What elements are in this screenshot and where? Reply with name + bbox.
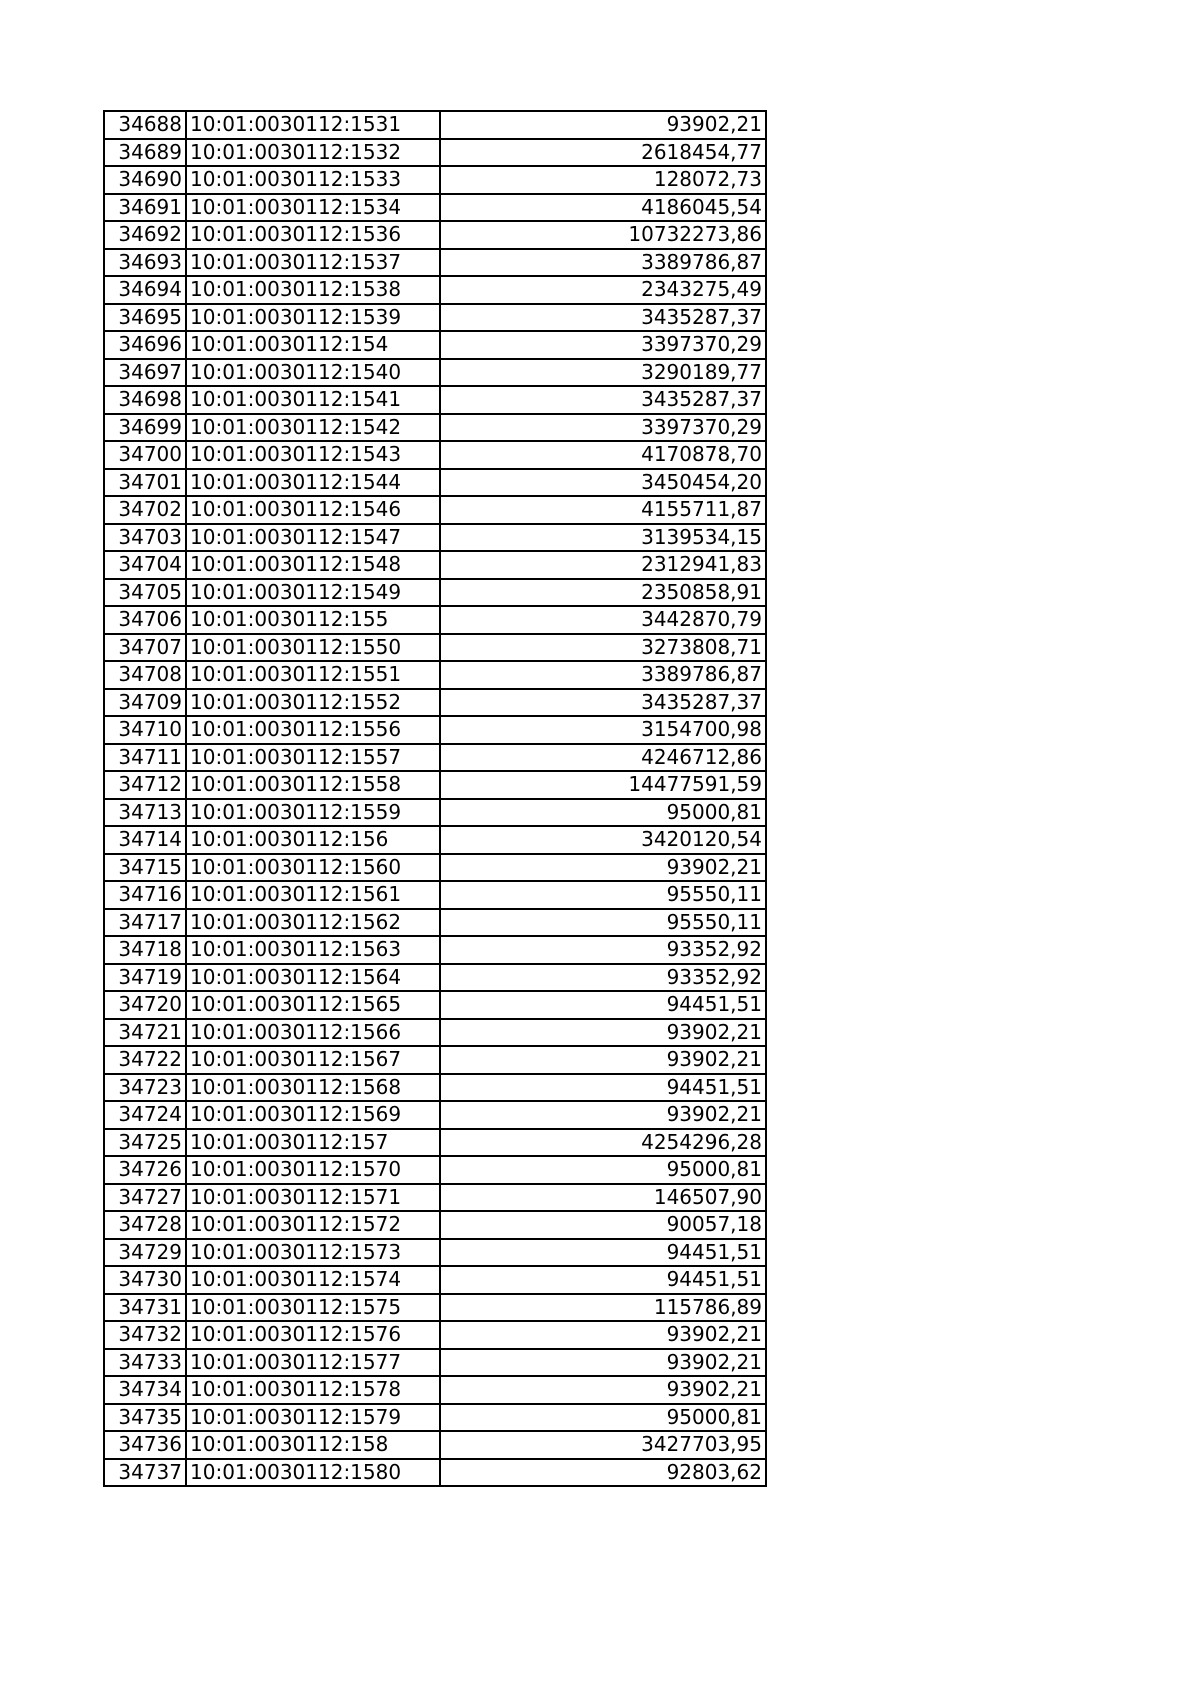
table-row bbox=[104, 469, 766, 497]
cadastral-number-cell: 10:01:0030112:1544 bbox=[186, 469, 440, 497]
cadastral-number-cell: 10:01:0030112:1537 bbox=[186, 249, 440, 277]
table-row bbox=[104, 661, 766, 689]
table-row bbox=[104, 689, 766, 717]
row-number-cell: 34715 bbox=[104, 854, 186, 882]
cadastral-number-cell: 10:01:0030112:1571 bbox=[186, 1184, 440, 1212]
cadastral-number-cell: 10:01:0030112:1559 bbox=[186, 799, 440, 827]
data-table bbox=[103, 110, 767, 1487]
table-row bbox=[104, 194, 766, 222]
row-number-cell: 34699 bbox=[104, 414, 186, 442]
value-cell: 92803,62 bbox=[440, 1459, 766, 1487]
value-cell: 4170878,70 bbox=[440, 441, 766, 469]
cadastral-number-cell: 10:01:0030112:1564 bbox=[186, 964, 440, 992]
row-number-cell: 34714 bbox=[104, 826, 186, 854]
cadastral-number-cell: 10:01:0030112:1551 bbox=[186, 661, 440, 689]
row-number-cell: 34734 bbox=[104, 1376, 186, 1404]
cadastral-number-cell: 10:01:0030112:1533 bbox=[186, 166, 440, 194]
cadastral-number-cell: 10:01:0030112:1580 bbox=[186, 1459, 440, 1487]
cadastral-number-cell: 10:01:0030112:1565 bbox=[186, 991, 440, 1019]
row-number-cell: 34717 bbox=[104, 909, 186, 937]
table-row bbox=[104, 524, 766, 552]
row-number-cell: 34735 bbox=[104, 1404, 186, 1432]
table-row bbox=[104, 1321, 766, 1349]
value-cell: 4155711,87 bbox=[440, 496, 766, 524]
table-row bbox=[104, 1404, 766, 1432]
value-cell: 93902,21 bbox=[440, 1019, 766, 1047]
cadastral-number-cell: 10:01:0030112:1561 bbox=[186, 881, 440, 909]
value-cell: 3397370,29 bbox=[440, 414, 766, 442]
cadastral-number-cell: 10:01:0030112:1575 bbox=[186, 1294, 440, 1322]
value-cell: 3397370,29 bbox=[440, 331, 766, 359]
cadastral-number-cell: 10:01:0030112:1536 bbox=[186, 221, 440, 249]
row-number-cell: 34696 bbox=[104, 331, 186, 359]
cadastral-number-cell: 10:01:0030112:156 bbox=[186, 826, 440, 854]
table-row bbox=[104, 1266, 766, 1294]
row-number-cell: 34729 bbox=[104, 1239, 186, 1267]
cadastral-number-cell: 10:01:0030112:1570 bbox=[186, 1156, 440, 1184]
cadastral-number-cell: 10:01:0030112:1579 bbox=[186, 1404, 440, 1432]
table-row bbox=[104, 249, 766, 277]
table-row bbox=[104, 1294, 766, 1322]
value-cell: 2350858,91 bbox=[440, 579, 766, 607]
row-number-cell: 34716 bbox=[104, 881, 186, 909]
cadastral-number-cell: 10:01:0030112:1574 bbox=[186, 1266, 440, 1294]
cadastral-number-cell: 10:01:0030112:1542 bbox=[186, 414, 440, 442]
value-cell: 95550,11 bbox=[440, 909, 766, 937]
table-row bbox=[104, 441, 766, 469]
table-row bbox=[104, 991, 766, 1019]
table-row bbox=[104, 221, 766, 249]
table-row bbox=[104, 1349, 766, 1377]
row-number-cell: 34720 bbox=[104, 991, 186, 1019]
table-row bbox=[104, 1239, 766, 1267]
value-cell: 3290189,77 bbox=[440, 359, 766, 387]
cadastral-number-cell: 10:01:0030112:1557 bbox=[186, 744, 440, 772]
table-row bbox=[104, 111, 766, 139]
table-row bbox=[104, 551, 766, 579]
row-number-cell: 34688 bbox=[104, 111, 186, 139]
table-body bbox=[104, 111, 766, 1486]
table-row bbox=[104, 1459, 766, 1487]
row-number-cell: 34730 bbox=[104, 1266, 186, 1294]
row-number-cell: 34711 bbox=[104, 744, 186, 772]
table-row bbox=[104, 826, 766, 854]
table-row bbox=[104, 1129, 766, 1157]
row-number-cell: 34713 bbox=[104, 799, 186, 827]
table-row bbox=[104, 1431, 766, 1459]
cadastral-number-cell: 10:01:0030112:1546 bbox=[186, 496, 440, 524]
value-cell: 95000,81 bbox=[440, 1404, 766, 1432]
cadastral-number-cell: 10:01:0030112:1538 bbox=[186, 276, 440, 304]
value-cell: 3389786,87 bbox=[440, 249, 766, 277]
row-number-cell: 34726 bbox=[104, 1156, 186, 1184]
cadastral-number-cell: 10:01:0030112:1568 bbox=[186, 1074, 440, 1102]
row-number-cell: 34727 bbox=[104, 1184, 186, 1212]
cadastral-number-cell: 10:01:0030112:1562 bbox=[186, 909, 440, 937]
value-cell: 115786,89 bbox=[440, 1294, 766, 1322]
row-number-cell: 34700 bbox=[104, 441, 186, 469]
row-number-cell: 34704 bbox=[104, 551, 186, 579]
value-cell: 94451,51 bbox=[440, 1074, 766, 1102]
cadastral-number-cell: 10:01:0030112:1540 bbox=[186, 359, 440, 387]
cadastral-number-cell: 10:01:0030112:1558 bbox=[186, 771, 440, 799]
table-row bbox=[104, 744, 766, 772]
value-cell: 3450454,20 bbox=[440, 469, 766, 497]
row-number-cell: 34705 bbox=[104, 579, 186, 607]
table-row bbox=[104, 909, 766, 937]
cadastral-number-cell: 10:01:0030112:1552 bbox=[186, 689, 440, 717]
cadastral-number-cell: 10:01:0030112:1563 bbox=[186, 936, 440, 964]
row-number-cell: 34694 bbox=[104, 276, 186, 304]
cadastral-number-cell: 10:01:0030112:1534 bbox=[186, 194, 440, 222]
row-number-cell: 34710 bbox=[104, 716, 186, 744]
table-row bbox=[104, 716, 766, 744]
cadastral-number-cell: 10:01:0030112:1531 bbox=[186, 111, 440, 139]
value-cell: 3420120,54 bbox=[440, 826, 766, 854]
row-number-cell: 34706 bbox=[104, 606, 186, 634]
table-row bbox=[104, 359, 766, 387]
table-row bbox=[104, 1046, 766, 1074]
cadastral-number-cell: 10:01:0030112:1578 bbox=[186, 1376, 440, 1404]
row-number-cell: 34736 bbox=[104, 1431, 186, 1459]
row-number-cell: 34722 bbox=[104, 1046, 186, 1074]
table-row bbox=[104, 304, 766, 332]
value-cell: 3442870,79 bbox=[440, 606, 766, 634]
cadastral-number-cell: 10:01:0030112:155 bbox=[186, 606, 440, 634]
cadastral-number-cell: 10:01:0030112:1572 bbox=[186, 1211, 440, 1239]
row-number-cell: 34728 bbox=[104, 1211, 186, 1239]
table-row bbox=[104, 331, 766, 359]
cadastral-number-cell: 10:01:0030112:1550 bbox=[186, 634, 440, 662]
cadastral-number-cell: 10:01:0030112:1543 bbox=[186, 441, 440, 469]
value-cell: 95000,81 bbox=[440, 799, 766, 827]
row-number-cell: 34703 bbox=[104, 524, 186, 552]
value-cell: 4254296,28 bbox=[440, 1129, 766, 1157]
row-number-cell: 34718 bbox=[104, 936, 186, 964]
row-number-cell: 34695 bbox=[104, 304, 186, 332]
row-number-cell: 34724 bbox=[104, 1101, 186, 1129]
table-row bbox=[104, 1101, 766, 1129]
row-number-cell: 34712 bbox=[104, 771, 186, 799]
table-row bbox=[104, 1376, 766, 1404]
table-row bbox=[104, 276, 766, 304]
value-cell: 3139534,15 bbox=[440, 524, 766, 552]
value-cell: 3435287,37 bbox=[440, 386, 766, 414]
cadastral-number-cell: 10:01:0030112:1541 bbox=[186, 386, 440, 414]
value-cell: 2343275,49 bbox=[440, 276, 766, 304]
table-row bbox=[104, 1156, 766, 1184]
value-cell: 10732273,86 bbox=[440, 221, 766, 249]
value-cell: 95000,81 bbox=[440, 1156, 766, 1184]
row-number-cell: 34719 bbox=[104, 964, 186, 992]
table-row bbox=[104, 771, 766, 799]
table-row bbox=[104, 606, 766, 634]
cadastral-number-cell: 10:01:0030112:1548 bbox=[186, 551, 440, 579]
row-number-cell: 34689 bbox=[104, 139, 186, 167]
table-row bbox=[104, 634, 766, 662]
value-cell: 93902,21 bbox=[440, 1349, 766, 1377]
cadastral-number-cell: 10:01:0030112:1569 bbox=[186, 1101, 440, 1129]
value-cell: 93352,92 bbox=[440, 964, 766, 992]
value-cell: 2312941,83 bbox=[440, 551, 766, 579]
table-row bbox=[104, 854, 766, 882]
cadastral-number-cell: 10:01:0030112:1567 bbox=[186, 1046, 440, 1074]
row-number-cell: 34697 bbox=[104, 359, 186, 387]
value-cell: 3154700,98 bbox=[440, 716, 766, 744]
table-row bbox=[104, 579, 766, 607]
value-cell: 2618454,77 bbox=[440, 139, 766, 167]
table-row bbox=[104, 166, 766, 194]
row-number-cell: 34732 bbox=[104, 1321, 186, 1349]
value-cell: 14477591,59 bbox=[440, 771, 766, 799]
cadastral-number-cell: 10:01:0030112:1532 bbox=[186, 139, 440, 167]
table-row bbox=[104, 139, 766, 167]
row-number-cell: 34731 bbox=[104, 1294, 186, 1322]
row-number-cell: 34690 bbox=[104, 166, 186, 194]
row-number-cell: 34698 bbox=[104, 386, 186, 414]
value-cell: 4186045,54 bbox=[440, 194, 766, 222]
row-number-cell: 34725 bbox=[104, 1129, 186, 1157]
row-number-cell: 34701 bbox=[104, 469, 186, 497]
table-row bbox=[104, 881, 766, 909]
row-number-cell: 34708 bbox=[104, 661, 186, 689]
table-row bbox=[104, 1019, 766, 1047]
row-number-cell: 34693 bbox=[104, 249, 186, 277]
cadastral-number-cell: 10:01:0030112:1576 bbox=[186, 1321, 440, 1349]
value-cell: 146507,90 bbox=[440, 1184, 766, 1212]
value-cell: 3273808,71 bbox=[440, 634, 766, 662]
value-cell: 128072,73 bbox=[440, 166, 766, 194]
row-number-cell: 34691 bbox=[104, 194, 186, 222]
cadastral-number-cell: 10:01:0030112:157 bbox=[186, 1129, 440, 1157]
value-cell: 3435287,37 bbox=[440, 689, 766, 717]
row-number-cell: 34702 bbox=[104, 496, 186, 524]
cadastral-number-cell: 10:01:0030112:1539 bbox=[186, 304, 440, 332]
row-number-cell: 34707 bbox=[104, 634, 186, 662]
cadastral-number-cell: 10:01:0030112:1556 bbox=[186, 716, 440, 744]
table-row bbox=[104, 799, 766, 827]
table-row bbox=[104, 1184, 766, 1212]
value-cell: 4246712,86 bbox=[440, 744, 766, 772]
cadastral-number-cell: 10:01:0030112:1566 bbox=[186, 1019, 440, 1047]
row-number-cell: 34692 bbox=[104, 221, 186, 249]
table-row bbox=[104, 386, 766, 414]
cadastral-number-cell: 10:01:0030112:1547 bbox=[186, 524, 440, 552]
cadastral-number-cell: 10:01:0030112:1577 bbox=[186, 1349, 440, 1377]
value-cell: 95550,11 bbox=[440, 881, 766, 909]
table-row bbox=[104, 1074, 766, 1102]
value-cell: 93902,21 bbox=[440, 1101, 766, 1129]
table-row bbox=[104, 1211, 766, 1239]
value-cell: 93902,21 bbox=[440, 1376, 766, 1404]
row-number-cell: 34737 bbox=[104, 1459, 186, 1487]
cadastral-number-cell: 10:01:0030112:154 bbox=[186, 331, 440, 359]
table-row bbox=[104, 496, 766, 524]
table-row bbox=[104, 414, 766, 442]
value-cell: 94451,51 bbox=[440, 991, 766, 1019]
table-row bbox=[104, 936, 766, 964]
value-cell: 90057,18 bbox=[440, 1211, 766, 1239]
value-cell: 93352,92 bbox=[440, 936, 766, 964]
table-row bbox=[104, 964, 766, 992]
value-cell: 93902,21 bbox=[440, 1046, 766, 1074]
value-cell: 94451,51 bbox=[440, 1266, 766, 1294]
value-cell: 3435287,37 bbox=[440, 304, 766, 332]
cadastral-number-cell: 10:01:0030112:1549 bbox=[186, 579, 440, 607]
cadastral-number-cell: 10:01:0030112:1573 bbox=[186, 1239, 440, 1267]
row-number-cell: 34723 bbox=[104, 1074, 186, 1102]
cadastral-number-cell: 10:01:0030112:158 bbox=[186, 1431, 440, 1459]
row-number-cell: 34721 bbox=[104, 1019, 186, 1047]
value-cell: 3389786,87 bbox=[440, 661, 766, 689]
value-cell: 3427703,95 bbox=[440, 1431, 766, 1459]
value-cell: 93902,21 bbox=[440, 1321, 766, 1349]
value-cell: 93902,21 bbox=[440, 854, 766, 882]
row-number-cell: 34709 bbox=[104, 689, 186, 717]
cadastral-number-cell: 10:01:0030112:1560 bbox=[186, 854, 440, 882]
value-cell: 94451,51 bbox=[440, 1239, 766, 1267]
value-cell: 93902,21 bbox=[440, 111, 766, 139]
row-number-cell: 34733 bbox=[104, 1349, 186, 1377]
